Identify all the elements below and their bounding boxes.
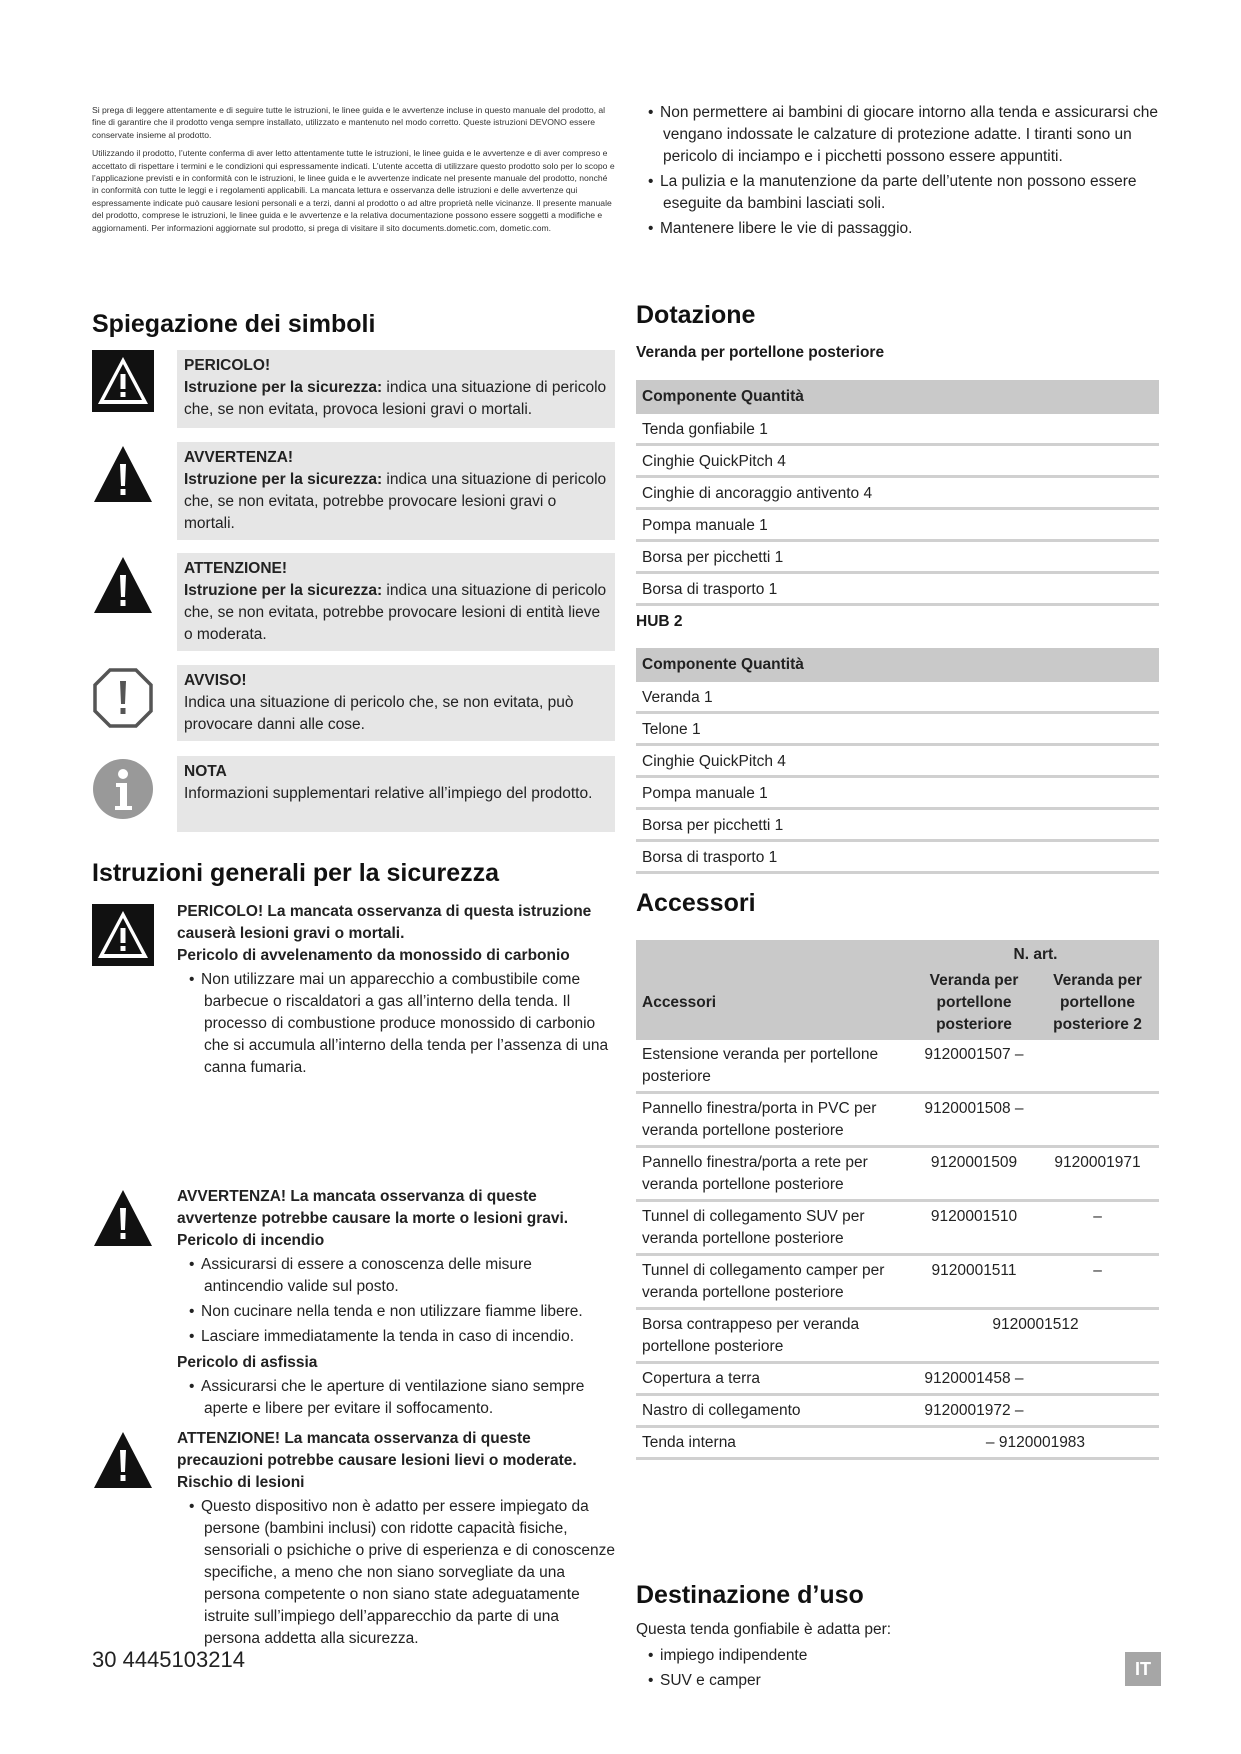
list-item: • Non cucinare nella tenda e non utilizzare fiamme libere. [177,1301,615,1323]
warning-bullets-asphyxia [177,1376,615,1420]
table-row [636,682,1159,713]
table-cell: Cinghie QuickPitch 4 [636,745,1159,777]
table-cell: – [1036,1255,1159,1309]
danger-heading: PERICOLO! La mancata osservanza di questa istruzione causerà lesioni gravi o mortali. [177,903,592,942]
table-cell: 9120001458 – [912,1363,1036,1395]
table-row [636,573,1159,605]
safety-continued-bullets [636,102,1160,240]
table-header-art-number: N. art. [912,940,1159,966]
caution-triangle-icon [92,555,154,617]
table-row [636,1363,1159,1395]
list-item: • Mantenere libere le vie di passaggio. [636,218,1160,240]
table-row [636,477,1159,509]
safety-caution-text [177,1428,615,1654]
table-cell: Borsa di trasporto 1 [636,841,1159,873]
table-cell: Pannello finestra/porta in PVC per veranda portellone posteriore [636,1093,912,1147]
symbol-title: PERICOLO! [184,357,271,374]
uso-intro: Questa tenda gonfiabile è adatta per: [636,1621,892,1638]
list-item: • Assicurarsi di essere a conoscenza delle misure antincendio valide sul posto. [177,1254,615,1298]
caution-bullets [177,1496,615,1650]
warning-triangle-icon [92,444,154,506]
table-cell: Borsa per picchetti 1 [636,809,1159,841]
table-cell: Borsa per picchetti 1 [636,541,1159,573]
danger-subheading: Pericolo di avvelenamento da monossido di carbonio [177,947,570,964]
list-item: • Assicurarsi che le aperture di ventilazione siano sempre aperte e libere per evitare il soffocamento. [177,1376,615,1420]
table-cell: – 9120001983 [912,1427,1159,1459]
table-cell: Tunnel di collegamento camper per veranda portellone posteriore [636,1255,912,1309]
warning-subheading-asphyxia: Pericolo di asfissia [177,1354,318,1371]
table-row [636,414,1159,445]
table-header-col-1: Veranda per portellone posteriore [912,966,1036,1040]
accessori-table [636,940,1159,1460]
table-cell: Veranda 1 [636,682,1159,713]
table-row [636,745,1159,777]
table-header: Componente Quantità [636,648,1159,682]
table-cell: Tunnel di collegamento SUV per veranda portellone posteriore [636,1201,912,1255]
table-cell: Cinghie QuickPitch 4 [636,445,1159,477]
warning-subheading-fire: Pericolo di incendio [177,1232,325,1249]
table-cell: 9120001972 – [912,1395,1036,1427]
symbol-notice [92,665,615,741]
table-row [636,777,1159,809]
list-item: • Non utilizzare mai un apparecchio a combustibile come barbecue o riscaldatori a gas all’interno della tenda. Il processo di combustione produce monossido di carbonio che si accumula all’interno della tenda per l’assenza di una canna fumaria. [177,969,615,1079]
symbol-text: indica una situazione di pericolo che, se non evitata, provoca lesioni gravi o mortali. [184,379,607,418]
dotazione-table-2 [636,648,1159,874]
dotazione-caption-1: Veranda per portellone posteriore [636,344,885,361]
symbol-caution [92,553,615,651]
table-cell: Tenda gonfiabile 1 [636,414,1159,445]
table-header-accessori: Accessori [636,966,912,1040]
symbol-note-box [177,756,615,832]
info-icon [92,758,154,820]
table-row [636,1147,1159,1201]
danger-warning-icon [92,350,154,412]
list-item: • Non permettere ai bambini di giocare intorno alla tenda e assicurarsi che vengano indossate le calzature di protezione adatte. I tiranti sono un pericolo di inciampo e i picchetti possono essere appuntiti. [636,102,1160,168]
symbol-text: indica una situazione di pericolo che, se non evitata, potrebbe provocare lesioni di entità lieve o moderata. [184,582,607,643]
dotazione-table-1 [636,380,1159,606]
accessori-heading: Accessori [636,889,756,917]
list-item: • SUV e camper [636,1670,1160,1692]
table-cell [1036,1040,1159,1093]
table-cell [1036,1395,1159,1427]
safety-danger-text [177,901,615,1083]
uso-text [636,1619,1160,1695]
table-cell: 9120001510 [912,1201,1036,1255]
list-item: • La pulizia e la manutenzione da parte dell’utente non possono essere eseguite da bambini lasciati soli. [636,171,1160,215]
table-row [636,1427,1159,1459]
symbol-title: ATTENZIONE! [184,560,288,577]
caution-triangle-icon [92,1430,154,1492]
table-cell: Copertura a terra [636,1363,912,1395]
table-row [636,509,1159,541]
caution-subheading: Rischio di lesioni [177,1474,305,1491]
dotazione-heading: Dotazione [636,301,756,329]
symbol-danger-box [177,350,615,428]
table-cell: Borsa di trasporto 1 [636,573,1159,605]
table-row [636,841,1159,873]
warning-bullets-fire [177,1254,615,1348]
table-cell: 9120001508 – [912,1093,1036,1147]
warning-heading: AVVERTENZA! La mancata osservanza di queste avvertenze potrebbe causare la morte o lesioni gravi. [177,1188,569,1227]
symbol-text: indica una situazione di pericolo che, se non evitata, potrebbe provocare lesioni gravi o mortali. [184,471,607,532]
uso-heading: Destinazione d’uso [636,1581,864,1609]
symbol-lead: Istruzione per la sicurezza: [184,379,383,396]
table-row [636,809,1159,841]
caution-heading: ATTENZIONE! La mancata osservanza di queste precauzioni potrebbe causare lesioni lievi o moderate. [177,1430,577,1469]
table-cell: 9120001511 [912,1255,1036,1309]
table-row [636,1309,1159,1363]
danger-warning-icon [92,904,154,966]
table-row [636,445,1159,477]
symbol-danger [92,350,615,428]
table-row [636,541,1159,573]
safety-continued [636,102,1160,243]
symbol-lead: Istruzione per la sicurezza: [184,582,383,599]
list-item: • Lasciare immediatamente la tenda in caso di incendio. [177,1326,615,1348]
table-cell: Cinghie di ancoraggio antivento 4 [636,477,1159,509]
symbol-title: NOTA [184,763,227,780]
intro-paragraph-1: Si prega di leggere attentamente e di seguire tutte le istruzioni, le linee guida e le avvertenze incluse in questo manuale del prodotto, al fine di garantire che il prodotto venga sempre installato, utilizzato e mantenuto nel modo corretto. Queste istruzioni DEVONO essere conservate insieme al prodotto. [92,105,606,140]
table-header-col-2: Veranda per portellone posteriore 2 [1036,966,1159,1040]
table-cell: 9120001512 [912,1309,1159,1363]
table-cell [1036,1093,1159,1147]
list-item: • impiego indipendente [636,1645,1160,1667]
symbol-text: Informazioni supplementari relative all’impiego del prodotto. [184,785,593,802]
table-row [636,1093,1159,1147]
warning-triangle-icon [92,1188,154,1250]
table-cell: Telone 1 [636,713,1159,745]
symbol-warning [92,442,615,540]
table-cell: – [1036,1201,1159,1255]
table-row [636,1040,1159,1093]
notice-octagon-icon [92,667,154,729]
symbol-notice-box [177,665,615,741]
symbol-note [92,756,615,832]
safety-warning-text [177,1186,615,1424]
table-cell: Nastro di collegamento [636,1395,912,1427]
table-cell [1036,1363,1159,1395]
table-header-empty [636,940,912,966]
symbols-heading: Spiegazione dei simboli [92,310,376,338]
table-row [636,1395,1159,1427]
table-row [636,713,1159,745]
table-cell: Pannello finestra/porta a rete per veranda portellone posteriore [636,1147,912,1201]
dotazione-caption-2: HUB 2 [636,613,683,630]
table-cell: Tenda interna [636,1427,912,1459]
table-cell: 9120001509 [912,1147,1036,1201]
list-item: • Questo dispositivo non è adatto per essere impiegato da persone (bambini inclusi) con ridotte capacità fisiche, sensoriali o psichiche o prive di esperienza e di conoscenze specifiche, a meno che non siano sorvegliate da una persona competente o non siano state adeguatamente istruite sull’impiego dell’apparecchio da parte di una persona addetta alla sicurezza. [177,1496,615,1650]
danger-bullets [177,969,615,1079]
intro-text [92,104,615,240]
table-cell: Pompa manuale 1 [636,509,1159,541]
uso-bullets [636,1645,1160,1692]
symbol-caution-box [177,553,615,651]
table-row [636,1201,1159,1255]
table-cell: Estensione veranda per portellone posteriore [636,1040,912,1093]
page-number: 30 4445103214 [92,1647,245,1672]
symbol-lead: Istruzione per la sicurezza: [184,471,383,488]
table-header: Componente Quantità [636,380,1159,414]
symbol-title: AVVISO! [184,672,247,689]
table-cell: Pompa manuale 1 [636,777,1159,809]
symbol-warning-box [177,442,615,540]
language-badge: IT [1125,1652,1161,1686]
table-cell: Borsa contrappeso per veranda portellone posteriore [636,1309,912,1363]
table-row [636,1255,1159,1309]
symbol-text: Indica una situazione di pericolo che, se non evitata, può provocare danni alle cose. [184,694,574,733]
symbol-title: AVVERTENZA! [184,449,294,466]
intro-paragraph-2: Utilizzando il prodotto, l’utente conferma di aver letto attentamente tutte le istruzioni, le linee guida e le avvertenze e di aver compreso e accettato di rispettare i termini e le condizioni qui espressamente indicati. L’utente accetta di utilizzare questo prodotto solo per lo scopo e l’applicazione previsti e in conformità con le istruzioni, le linee guida e le avvertenze indicate nel presente manuale del prodotto, nonché in conformità con tutte le leggi e i regolamenti applicabili. La mancata lettura e osservanza delle istruzioni e delle avvertenze qui espressamente indicate può causare lesioni personali e a terzi, danni al prodotto o ad altre proprietà nelle vicinanze. Il presente manuale del prodotto, comprese le istruzioni, le linee guida e le avvertenze e la relativa documentazione possono essere soggetti a modifiche e aggiornamenti. Per informazioni aggiornate sul prodotto, si prega di visitare il sito documents.dometic.com, dometic.com. [92,148,615,233]
table-cell: 9120001507 – [912,1040,1036,1093]
safety-heading: Istruzioni generali per la sicurezza [92,859,500,887]
table-cell: 9120001971 [1036,1147,1159,1201]
